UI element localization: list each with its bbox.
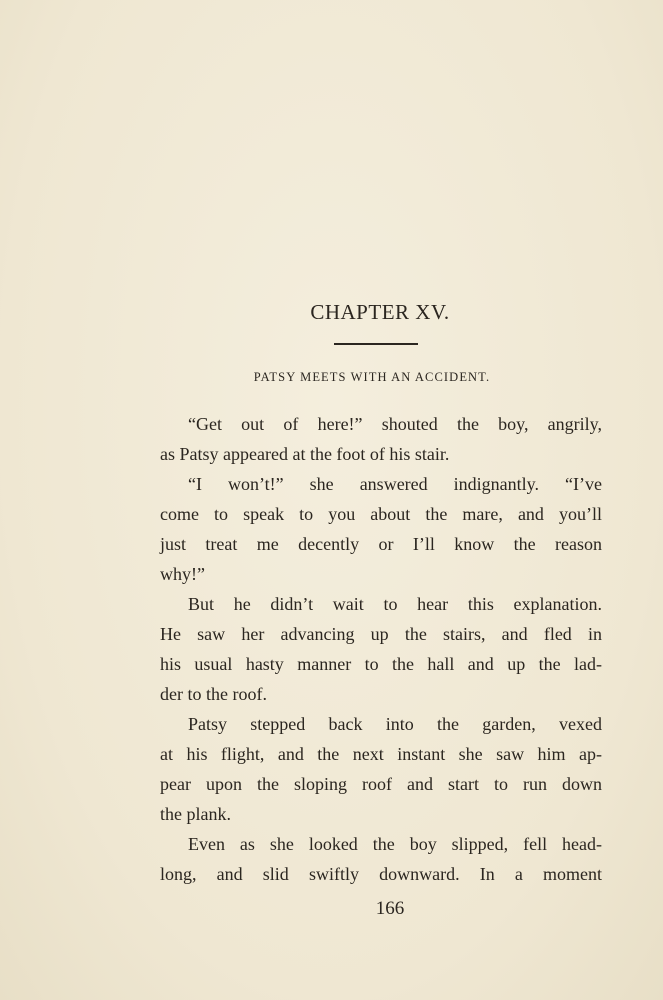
- text-line: come to speak to you about the mare, and you’ll: [160, 504, 602, 524]
- text-line: “Get out of here!” shouted the boy, angrily,: [188, 414, 602, 434]
- text-line: as Patsy appeared at the foot of his stair.: [160, 444, 450, 464]
- body-text: [160, 409, 602, 889]
- text-line: Even as she looked the boy slipped, fell head-: [188, 834, 602, 854]
- text-line: long, and slid swiftly downward. In a moment: [160, 864, 602, 884]
- title-rule: [334, 343, 418, 345]
- text-line: at his flight, and the next instant she saw him ap-: [160, 744, 602, 764]
- text-line: Patsy stepped back into the garden, vexed: [188, 714, 602, 734]
- chapter-title: CHAPTER XV.: [310, 300, 450, 324]
- text-line: his usual hasty manner to the hall and up the lad-: [160, 654, 602, 674]
- page-number: 166: [375, 898, 405, 919]
- text-line: “I won’t!” she answered indignantly. “I’ve: [188, 474, 602, 494]
- text-line: But he didn’t wait to hear this explanation.: [188, 594, 602, 614]
- text-line: He saw her advancing up the stairs, and fled in: [160, 624, 602, 644]
- text-line: the plank.: [160, 804, 231, 824]
- text-line: just treat me decently or I’ll know the reason: [160, 534, 602, 554]
- text-line: pear upon the sloping roof and start to run down: [160, 774, 602, 794]
- text-line: der to the roof.: [160, 684, 267, 704]
- text-line: why!”: [160, 564, 205, 584]
- chapter-subtitle: PATSY MEETS WITH AN ACCIDENT.: [253, 370, 491, 384]
